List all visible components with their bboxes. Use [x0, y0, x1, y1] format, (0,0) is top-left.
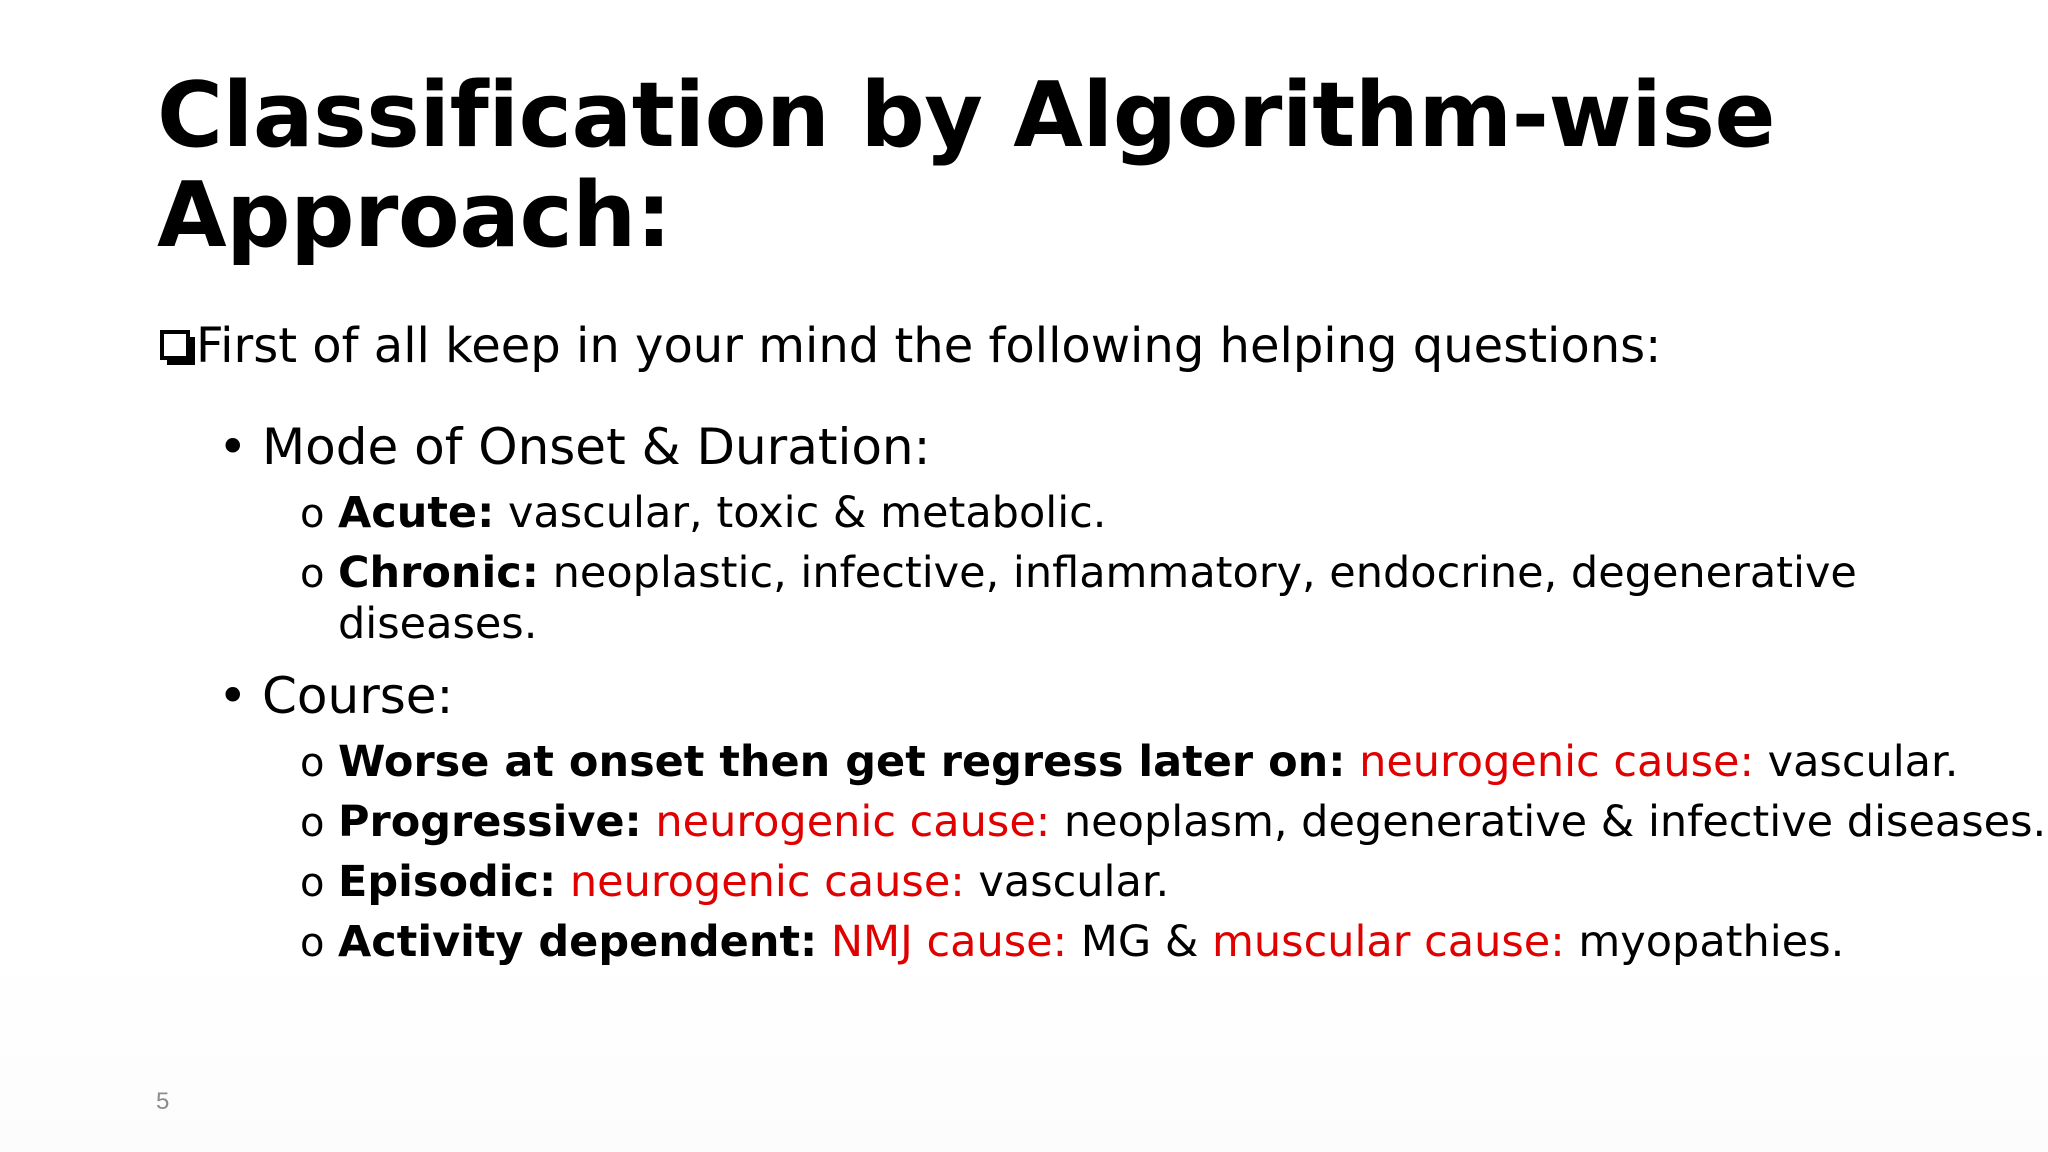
- list-item-chronic: [300, 548, 1857, 649]
- hollow-circle-bullet-icon: o: [300, 860, 325, 906]
- page-number: 5: [156, 1088, 170, 1115]
- item-cause: neurogenic cause:: [1345, 737, 1754, 787]
- intro-line: [160, 316, 1661, 376]
- list-item-activity-dependent: [300, 917, 1844, 968]
- item-text: vascular.: [1753, 737, 1959, 787]
- item-label: Progressive:: [338, 797, 642, 847]
- list-item-acute: [300, 488, 1106, 539]
- section-heading-course: [218, 666, 453, 726]
- item-text: neoplasm, degenerative & infective diseases.: [1050, 797, 2047, 847]
- item-text-continued: diseases.: [338, 599, 538, 649]
- slide-title: Classification by Algorithm-wise Approach:: [157, 63, 1776, 268]
- item-label: Chronic:: [338, 548, 539, 598]
- hollow-circle-bullet-icon: o: [300, 491, 325, 537]
- item-cause: neurogenic cause:: [556, 857, 965, 907]
- item-text: neoplastic, infective, inflammatory, endocrine, degenerative: [538, 548, 1857, 598]
- item-text: vascular, toxic & metabolic.: [494, 488, 1107, 538]
- hollow-circle-bullet-icon: o: [300, 920, 325, 966]
- hollow-circle-bullet-icon: o: [300, 551, 325, 597]
- item-label: Activity dependent:: [338, 917, 818, 967]
- hollow-square-bullet-icon: [160, 330, 190, 360]
- section-heading-onset: [218, 417, 930, 477]
- item-cause: neurogenic cause:: [641, 797, 1051, 847]
- section-heading-text: Course:: [262, 667, 454, 725]
- bullet-dot-icon: •: [218, 418, 248, 476]
- item-cause-secondary: muscular cause:: [1212, 917, 1565, 967]
- section-heading-text: Mode of Onset & Duration:: [262, 418, 931, 476]
- list-item-progressive: [300, 797, 2046, 848]
- hollow-circle-bullet-icon: o: [300, 740, 325, 786]
- item-text: vascular.: [964, 857, 1170, 907]
- bullet-dot-icon: •: [218, 667, 248, 725]
- item-cause: NMJ cause:: [817, 917, 1068, 967]
- item-label: Episodic:: [338, 857, 557, 907]
- item-text: MG &: [1067, 917, 1213, 967]
- list-item-worse-at-onset: [300, 737, 1958, 788]
- intro-text: First of all keep in your mind the following helping questions:: [196, 318, 1662, 374]
- hollow-circle-bullet-icon: o: [300, 800, 325, 846]
- item-label: Acute:: [338, 488, 495, 538]
- list-item-episodic: [300, 857, 1169, 908]
- item-label: Worse at onset then get regress later on:: [338, 737, 1346, 787]
- item-text-secondary: myopathies.: [1564, 917, 1845, 967]
